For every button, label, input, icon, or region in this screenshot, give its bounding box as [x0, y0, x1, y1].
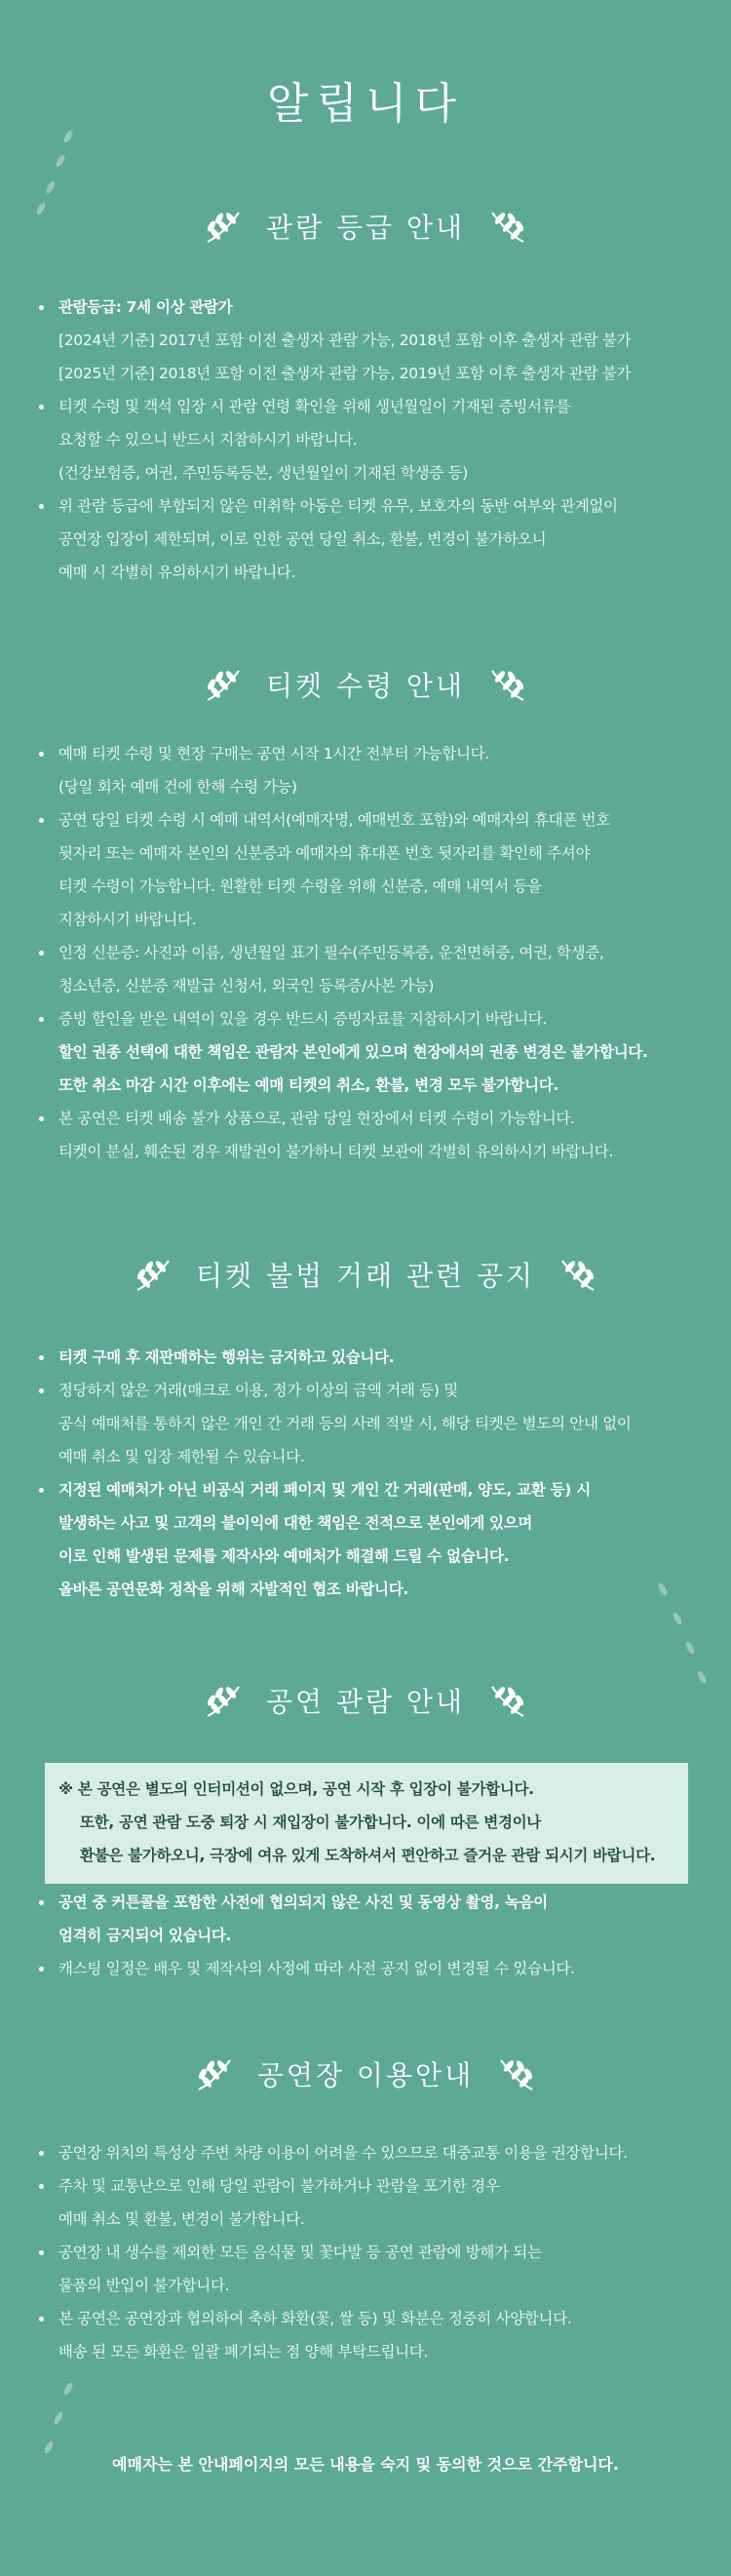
list-line: 본 공연은 공연장과 협의하여 축하 화환(꽃, 쌀 등) 및 화분은 정중히 사양합니다. — [58, 2310, 572, 2327]
section-heading — [0, 1679, 731, 1722]
list-line: [2024년 기준] 2017년 포함 이전 출생자 관람 가능, 2018년 포함 이후 출생자 관람 불가 — [58, 332, 632, 349]
list-line: 위 관람 등급에 부합되지 않은 미취학 아동은 티켓 유무, 보호자의 동반 여부와 관계없이 — [58, 497, 618, 515]
list-line: 티켓 구매 후 재판매하는 행위는 금지하고 있습니다. — [58, 1348, 395, 1366]
list-item — [37, 489, 731, 589]
laurel-right-icon — [495, 2054, 538, 2093]
list-line: [2025년 기준] 2018년 포함 이전 출생자 관람 가능, 2019년 포함 이후 출생자 관람 불가 — [58, 365, 632, 382]
list-line: 올바른 공연문화 정착을 위해 자발적인 협조 바랍니다. — [58, 1581, 408, 1598]
section-heading — [0, 205, 731, 248]
list-item — [37, 390, 731, 489]
ticket-list — [0, 737, 731, 1168]
list-item — [37, 1473, 731, 1606]
notice-line: ※ 본 공연은 별도의 인터미션이 없으며, 공연 시작 후 입장이 불가합니다. — [58, 1780, 534, 1798]
list-line: (건강보험증, 여권, 주민등록등본, 생년월일이 기재된 학생증 등) — [58, 464, 468, 482]
list-item — [37, 1886, 731, 1952]
laurel-left-icon — [193, 2054, 236, 2093]
list-line: 요청할 수 있으니 반드시 지참하시기 바랍니다. — [58, 431, 358, 449]
list-line: 관람등급: 7세 이상 관람가 — [58, 298, 233, 316]
leaf-decoration-icon — [29, 127, 88, 215]
list-line: 배송 된 모든 화환은 일괄 폐기되는 점 양해 부탁드립니다. — [58, 2343, 429, 2361]
list-line: 티켓 수령이 가능합니다. 원활한 티켓 수령을 위해 신분증, 예매 내역서 등을 — [58, 878, 542, 895]
list-line: 예매 티켓 수령 및 현장 구매는 공연 시작 1시간 전부터 가능합니다. — [58, 745, 489, 762]
list-line: 인정 신분증: 사진과 이름, 생년월일 표기 필수(주민등록증, 운전면허증, 여권, 학생증, — [58, 944, 604, 961]
section-ticket — [0, 663, 731, 1168]
list-item — [37, 2302, 731, 2368]
venue-list — [0, 2136, 731, 2368]
list-line: 청소년증, 신분증 재발급 신청서, 외국인 등록증/사본 가능) — [58, 977, 435, 995]
footer-note: 예매자는 본 안내페이지의 모든 내용을 숙지 및 동의한 것으로 간주합니다. — [112, 2455, 619, 2474]
list-line: 또한 취소 마감 시간 이후에는 예매 티켓의 취소, 환불, 변경 모두 불가합니다. — [58, 1076, 559, 1094]
list-item — [37, 1341, 731, 1374]
section-title: 관람 등급 안내 — [265, 212, 466, 244]
list-line: 주차 및 교통난으로 인해 당일 관람이 불가하거나 관람을 포기한 경우 — [58, 2177, 500, 2195]
list-line: 예매 취소 및 입장 제한될 수 있습니다. — [58, 1448, 305, 1465]
list-line: 티켓 수령 및 객석 입장 시 관람 연령 확인을 위해 생년월일이 기재된 증빙서류를 — [58, 398, 571, 415]
section-heading — [0, 2052, 731, 2095]
laurel-left-icon — [202, 207, 245, 246]
list-line: 공연 중 커튼콜을 포함한 사전에 협의되지 않은 사진 및 동영상 촬영, 녹음이 — [58, 1893, 548, 1911]
section-illegal — [0, 1253, 731, 1606]
section-heading — [0, 1253, 731, 1296]
laurel-right-icon — [486, 665, 529, 704]
list-line: 공연 당일 티켓 수령 시 예매 내역서(예매자명, 예매번호 포함)와 예매자의 휴대폰 번호 — [58, 811, 610, 829]
list-item — [37, 803, 731, 936]
list-line: 공식 예매처를 통하지 않은 개인 간 거래 등의 사례 적발 시, 해당 티켓은 별도의 안내 없이 — [58, 1415, 632, 1432]
section-viewing — [0, 1679, 731, 1985]
list-item — [37, 936, 731, 1002]
laurel-right-icon — [486, 1681, 529, 1720]
list-item — [37, 1952, 731, 1985]
laurel-right-icon — [557, 1255, 599, 1294]
list-line: 증빙 할인을 받은 내역이 있을 경우 반드시 증빙자료를 지참하시기 바랍니다. — [58, 1010, 548, 1028]
laurel-left-icon — [202, 1681, 245, 1720]
list-item — [37, 1002, 731, 1102]
laurel-left-icon — [132, 1255, 174, 1294]
list-line: 할인 권종 선택에 대한 책임은 관람자 본인에게 있으며 현장에서의 권종 변경은 불가합니다. — [58, 1043, 648, 1061]
list-line: 정당하지 않은 거래(매크로 이용, 정가 이상의 금액 거래 등) 및 — [58, 1382, 458, 1399]
list-item — [37, 1374, 731, 1473]
list-line: 공연장 위치의 특성상 주변 차량 이용이 어려울 수 있으므로 대중교통 이용을 권장합니다. — [58, 2144, 628, 2162]
list-line: (당일 회차 예매 건에 한해 수령 가능) — [58, 778, 297, 796]
rating-list — [0, 291, 731, 589]
list-item — [37, 291, 731, 390]
list-line: 본 공연은 티켓 배송 불가 상품으로, 관람 당일 현장에서 티켓 수령이 가능합니다. — [58, 1110, 575, 1127]
list-line: 예매 시 각별히 유의하시기 바랍니다. — [58, 564, 296, 581]
notice-line: 환불은 불가하오니, 극장에 여유 있게 도착하셔서 편안하고 즐거운 관람 되시기 바랍니다. — [80, 1847, 656, 1864]
illegal-list — [0, 1341, 731, 1606]
notice-line: 또한, 공연 관람 도중 퇴장 시 재입장이 불가합니다. 이에 따른 변경이나 — [80, 1814, 541, 1831]
list-line: 이로 인해 발생된 문제를 제작사와 예매처가 해결해 드릴 수 없습니다. — [58, 1547, 510, 1565]
list-line: 물품의 반입이 불가합니다. — [58, 2277, 230, 2294]
notice-box — [45, 1763, 688, 1884]
list-line: 지정된 예매처가 아닌 비공식 거래 페이지 및 개인 간 거래(판매, 양도, 교환 등) 시 — [58, 1481, 591, 1499]
list-line: 뒷자리 또는 예매자 본인의 신분증과 예매자의 휴대폰 번호 뒷자리를 확인해 주셔야 — [58, 844, 591, 862]
section-title: 공연 관람 안내 — [265, 1686, 466, 1718]
section-title: 공연장 이용안내 — [256, 2059, 475, 2091]
list-item — [37, 737, 731, 803]
laurel-left-icon — [202, 665, 245, 704]
list-line: 예매 취소 및 환불, 변경이 불가합니다. — [58, 2210, 305, 2228]
laurel-right-icon — [486, 207, 529, 246]
page-title: 알립니다 — [266, 79, 464, 129]
section-heading — [0, 663, 731, 706]
list-line: 공연장 입장이 제한되며, 이로 인한 공연 당일 취소, 환불, 변경이 불가하오니 — [58, 530, 547, 548]
list-line: 티켓이 분실, 훼손된 경우 재발권이 불가하니 티켓 보관에 각별히 유의하시기 바랍니다. — [58, 1143, 614, 1160]
section-title: 티켓 불법 거래 관련 공지 — [195, 1260, 536, 1292]
list-item — [37, 2136, 731, 2169]
list-item — [37, 2169, 731, 2236]
list-line: 발생하는 사고 및 고객의 불이익에 대한 책임은 전적으로 본인에게 있으며 — [58, 1514, 533, 1532]
list-line: 캐스팅 일정은 배우 및 제작사의 사정에 따라 사전 공지 없이 변경될 수 있습니다. — [58, 1960, 575, 1977]
viewing-list — [0, 1886, 731, 1985]
section-rating — [0, 205, 731, 589]
list-item — [37, 2236, 731, 2302]
list-line: 엄격히 금지되어 있습니다. — [58, 1927, 232, 1944]
list-line: 지참하시기 바랍니다. — [58, 911, 197, 928]
list-line: 공연장 내 생수를 제외한 모든 음식물 및 꽃다발 등 공연 관람에 방해가 되는 — [58, 2244, 542, 2261]
section-title: 티켓 수령 안내 — [265, 670, 466, 702]
list-item — [37, 1102, 731, 1168]
section-venue — [0, 2052, 731, 2368]
